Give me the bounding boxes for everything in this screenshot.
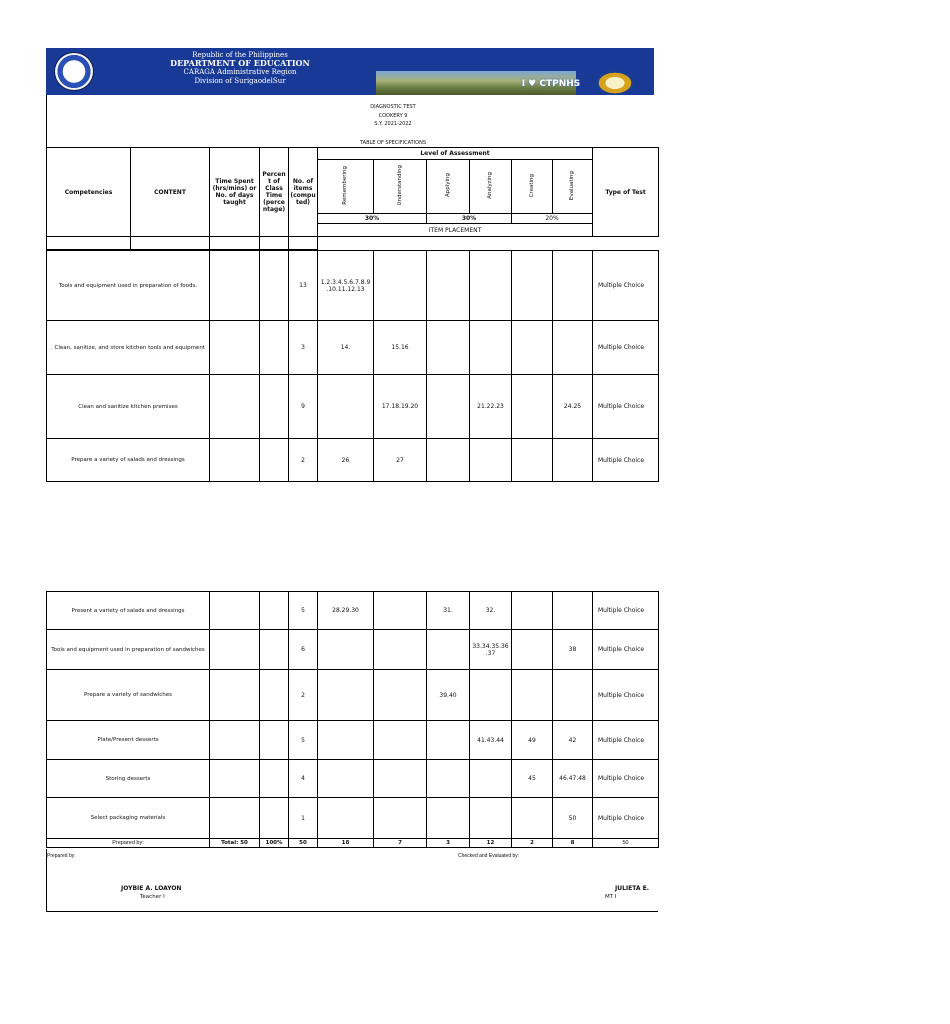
checker-position: MT I [605,894,617,900]
competency-cell: Prepare a variety of salads and dressings [47,439,210,482]
spacer-cell [131,237,210,250]
percent-cell [260,375,289,439]
tos-title: TABLE OF SPECIFICATIONS [359,140,427,146]
analyzing-cell [470,251,512,321]
applying-cell [427,321,470,375]
items-cell: 6 [289,630,318,670]
creating-cell [512,798,553,839]
header-type-of-test: Type of Test [593,148,659,237]
percent-cell [260,439,289,482]
analyzing-cell: 32. [470,592,512,630]
test-title: DIAGNOSTIC TEST [370,104,416,110]
level-creating: Creating [512,160,553,214]
checked-by-label: Checked and Evaluated by: [458,853,520,859]
total-applying-cell: 3 [427,839,470,848]
item-placement: ITEM PLACEMENT [318,224,593,237]
remembering-cell: 1.2.3.4.5.6.7.8.9 .10.11.12.13 [318,251,374,321]
school-year: S.Y. 2021-2022 [374,121,412,127]
type-cell: Multiple Choice [593,760,659,798]
evaluating-cell: 24.25 [553,375,593,439]
tos-table-part-2 [46,591,659,848]
total-understanding-cell: 7 [374,839,427,848]
gov-line: Republic of the Philippines [192,51,288,59]
table-row [47,321,659,375]
header-level-of-assessment: Level of Assessment [318,148,593,160]
percent-group-2: 30% [427,214,512,224]
analyzing-cell: 21.22.23 [470,375,512,439]
evaluating-cell: 38 [553,630,593,670]
type-cell: Multiple Choice [593,592,659,630]
table-row [47,630,659,670]
evaluating-cell: 42 [553,721,593,760]
time-cell [210,375,260,439]
percent-cell [260,798,289,839]
table-row [47,592,659,630]
competency-cell: Present a variety of salads and dressings [47,592,210,630]
understanding-cell [374,592,427,630]
creating-cell [512,321,553,375]
items-cell: 1 [289,798,318,839]
table-row [47,798,659,839]
level-analyzing: Analyzing [470,160,512,214]
time-cell [210,439,260,482]
table-row [47,760,659,798]
time-cell [210,251,260,321]
type-cell: Multiple Choice [593,670,659,721]
percent-cell [260,630,289,670]
understanding-cell [374,251,427,321]
remembering-cell: 26 [318,439,374,482]
spacer-cell [47,237,131,250]
analyzing-cell [470,321,512,375]
remembering-cell [318,670,374,721]
evaluating-cell [553,321,593,375]
items-cell: 3 [289,321,318,375]
applying-cell [427,760,470,798]
percent-cell [260,251,289,321]
percent-group-1: 30% [318,214,427,224]
table-row [47,670,659,721]
evaluating-cell: 50 [553,798,593,839]
time-cell [210,670,260,721]
gov-line: CARAGA Administrative Region [183,68,297,76]
remembering-cell [318,760,374,798]
analyzing-cell: 41.43.44 [470,721,512,760]
items-cell: 5 [289,721,318,760]
time-cell [210,798,260,839]
total-type-cell: 50 [593,839,659,848]
applying-cell: 31. [427,592,470,630]
header-percent: Percen t of Class Time (perce ntage) [260,148,289,237]
time-cell [210,592,260,630]
analyzing-cell [470,798,512,839]
teacher-name: JOYBIE A. LOAYON [121,885,182,892]
competency-cell: Storing desserts [47,760,210,798]
creating-cell [512,251,553,321]
competency-cell: . Clean, sanitize, and store kitchen tools and equipment [47,321,210,375]
competency-cell: Plate/Present desserts [47,721,210,760]
prepared-by-cell: Prepared by: [47,839,210,848]
percent-cell [260,721,289,760]
percent-cell [260,321,289,375]
evaluating-cell [553,670,593,721]
creating-cell [512,439,553,482]
header-banner [46,48,950,95]
gov-line: Division of SurigaodelSur [194,77,286,85]
type-cell: Multiple Choice [593,375,659,439]
tos-header-table [46,147,659,250]
gov-line: DEPARTMENT OF EDUCATION [170,58,310,68]
level-applying: Applying [427,160,470,214]
creating-cell [512,630,553,670]
remembering-cell [318,798,374,839]
school-name: CLARENCE TY PIMENTEL NATIONAL HIGH SCHOOL [705,50,950,60]
understanding-cell: 27 [374,439,427,482]
percent-cell [260,760,289,798]
competency-cell: Tools and equipment used in preparation of sandwiches [47,630,210,670]
header-no-items: No. of items (compu ted) [289,148,318,237]
time-cell [210,630,260,670]
applying-cell: 39.40 [427,670,470,721]
understanding-cell: 17.18.19.20 [374,375,427,439]
percent-cell [260,670,289,721]
school-seal-icon [596,71,634,95]
items-cell: 4 [289,760,318,798]
creating-cell [512,375,553,439]
applying-cell [427,251,470,321]
competency-cell: Clean and sanitize kitchen premises [47,375,210,439]
type-cell: Multiple Choice [593,721,659,760]
understanding-cell: 15.16 [374,321,427,375]
total-items-cell: 50 [289,839,318,848]
checker-name: JULIETA E. [615,885,649,892]
table-row [47,439,659,482]
percent-cell [260,592,289,630]
evaluating-cell: 46.47.48 [553,760,593,798]
applying-cell [427,798,470,839]
deped-banner [46,48,348,95]
competency-cell: Prepare a variety of sandwiches [47,670,210,721]
remembering-cell [318,375,374,439]
applying-cell [427,630,470,670]
teacher-position: Teacher I [140,894,165,900]
school-address: Sumo-sumo, Tago, Surigaodel Sur [806,61,950,71]
understanding-cell [374,760,427,798]
table-row [47,721,659,760]
school-id: ID No. 317907 [882,71,950,81]
prepared-by-label: Prepared by: [47,853,76,859]
creating-cell [512,592,553,630]
table-row [47,375,659,439]
spacer-cell [318,237,659,250]
subject-title: COOKERY 9 [378,113,408,119]
competency-cell: Tools and equipment used in preparation of foods. [47,251,210,321]
level-remembering: Remembering [318,160,374,214]
items-cell: 2 [289,439,318,482]
evaluating-cell [553,439,593,482]
type-cell: Multiple Choice [593,630,659,670]
deped-seal-icon [54,52,94,91]
photo-caption: I ♥ CTPNHS [521,79,581,89]
applying-cell [427,721,470,760]
creating-cell: 49 [512,721,553,760]
time-cell [210,760,260,798]
tos-table-part-1 [46,250,659,482]
items-cell: 9 [289,375,318,439]
analyzing-cell [470,760,512,798]
signature-area [46,849,658,912]
items-cell: 2 [289,670,318,721]
header-competencies: Competencies [47,148,131,237]
understanding-cell [374,798,427,839]
total-cell: Total: 50 [210,839,260,848]
type-cell: Multiple Choice [593,321,659,375]
understanding-cell [374,630,427,670]
time-cell [210,321,260,375]
creating-cell: 45 [512,760,553,798]
items-cell: 5 [289,592,318,630]
analyzing-cell [470,670,512,721]
level-understanding: Understanding [374,160,427,214]
type-cell: Multiple Choice [593,798,659,839]
total-percent-cell: 100% [260,839,289,848]
competency-cell: Select packaging materials [47,798,210,839]
header-time-spent: Time Spent (hrs/mins) or No. of days taught [210,148,260,237]
remembering-cell: 14. [318,321,374,375]
analyzing-cell: 33.34.35.36 .37 [470,630,512,670]
spacer-cell [260,237,289,250]
remembering-cell: 28.29.30 [318,592,374,630]
remembering-cell [318,721,374,760]
analyzing-cell [470,439,512,482]
applying-cell [427,439,470,482]
items-cell: 13 [289,251,318,321]
understanding-cell [374,721,427,760]
remembering-cell [318,630,374,670]
total-remembering-cell: 18 [318,839,374,848]
type-cell: Multiple Choice [593,251,659,321]
header-content: CONTENT [131,148,210,237]
evaluating-cell [553,592,593,630]
type-cell: Multiple Choice [593,439,659,482]
evaluating-cell [553,251,593,321]
total-analyzing-cell: 12 [470,839,512,848]
creating-cell [512,670,553,721]
table-row [47,251,659,321]
spacer-cell [289,237,318,250]
percent-group-3: 20% [512,214,593,224]
time-cell [210,721,260,760]
understanding-cell [374,670,427,721]
totals-row [47,839,659,848]
total-evaluating-cell: 8 [553,839,593,848]
total-creating-cell: 2 [512,839,553,848]
level-evaluating: Evaluating [553,160,593,214]
spacer-cell [210,237,260,250]
applying-cell [427,375,470,439]
